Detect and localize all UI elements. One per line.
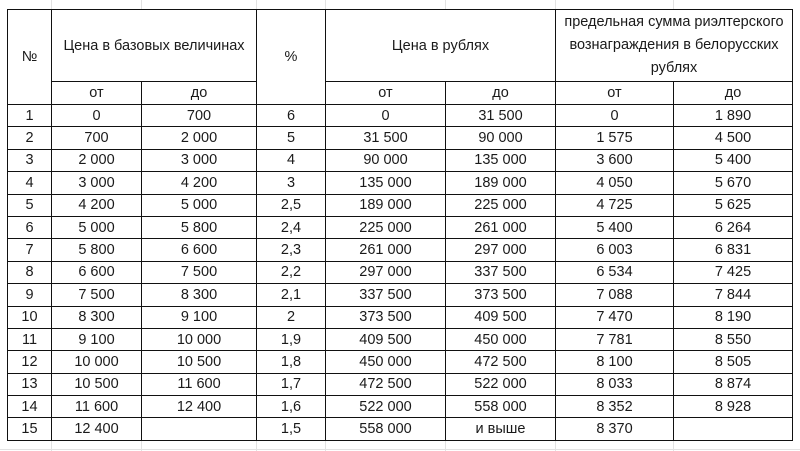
cell-fee-from: 0 (556, 105, 674, 127)
table-row (8, 127, 793, 149)
table-row (8, 261, 793, 283)
cell-rub-from: 558 000 (326, 418, 446, 440)
cell-rub-from: 0 (326, 105, 446, 127)
cell-rub-from: 189 000 (326, 194, 446, 216)
cell-rub-to: 90 000 (446, 127, 556, 149)
cell-rub-from: 31 500 (326, 127, 446, 149)
table-row (8, 172, 793, 194)
cell-rub-from: 337 500 (326, 284, 446, 306)
cell-rub-to: 261 000 (446, 216, 556, 238)
cell-base-from: 8 300 (52, 306, 142, 328)
cell-fee-from: 6 003 (556, 239, 674, 261)
cell-fee-from: 4 725 (556, 194, 674, 216)
cell-base-to: 10 500 (142, 351, 257, 373)
cell-rub-to: 297 000 (446, 239, 556, 261)
cell-base-to: 10 000 (142, 328, 257, 350)
cell-number: 5 (8, 194, 52, 216)
table-row (8, 149, 793, 171)
header-base-units: Цена в базовых величинах (52, 10, 257, 82)
cell-number: 8 (8, 261, 52, 283)
cell-rub-from: 472 500 (326, 373, 446, 395)
cell-fee-to: 7 425 (674, 261, 793, 283)
table-row (8, 194, 793, 216)
cell-rub-to: 472 500 (446, 351, 556, 373)
table-row (8, 306, 793, 328)
cell-base-from: 5 800 (52, 239, 142, 261)
cell-fee-to: 8 550 (674, 328, 793, 350)
header-max-fee: предельная сумма риэлтерского вознаграждения в белорусских рублях (556, 10, 793, 82)
cell-fee-from: 8 370 (556, 418, 674, 440)
subheader-base-to: до (142, 82, 257, 105)
cell-number: 9 (8, 284, 52, 306)
header-percent: % (257, 10, 326, 105)
cell-number: 13 (8, 373, 52, 395)
cell-percent: 4 (257, 149, 326, 171)
cell-rub-to: 450 000 (446, 328, 556, 350)
cell-fee-to: 8 928 (674, 396, 793, 418)
cell-fee-from: 8 352 (556, 396, 674, 418)
table-row (8, 328, 793, 350)
cell-base-to: 8 300 (142, 284, 257, 306)
cell-base-to: 3 000 (142, 149, 257, 171)
cell-base-to: 12 400 (142, 396, 257, 418)
cell-number: 6 (8, 216, 52, 238)
cell-rub-to: 135 000 (446, 149, 556, 171)
cell-fee-from: 4 050 (556, 172, 674, 194)
cell-number: 7 (8, 239, 52, 261)
cell-fee-to: 1 890 (674, 105, 793, 127)
subheader-fee-from: от (556, 82, 674, 105)
cell-base-from: 700 (52, 127, 142, 149)
header-price-rub: Цена в рублях (326, 10, 556, 82)
cell-base-to: 7 500 (142, 261, 257, 283)
cell-percent: 5 (257, 127, 326, 149)
cell-base-from: 12 400 (52, 418, 142, 440)
cell-percent: 3 (257, 172, 326, 194)
cell-rub-from: 522 000 (326, 396, 446, 418)
cell-number: 14 (8, 396, 52, 418)
cell-rub-from: 90 000 (326, 149, 446, 171)
cell-number: 15 (8, 418, 52, 440)
cell-rub-from: 225 000 (326, 216, 446, 238)
cell-number: 4 (8, 172, 52, 194)
cell-fee-from: 8 033 (556, 373, 674, 395)
cell-fee-to: 4 500 (674, 127, 793, 149)
table-row (8, 105, 793, 127)
cell-number: 3 (8, 149, 52, 171)
table-row (8, 396, 793, 418)
cell-percent: 2,3 (257, 239, 326, 261)
cell-rub-to: 337 500 (446, 261, 556, 283)
cell-base-from: 3 000 (52, 172, 142, 194)
cell-fee-to: 6 831 (674, 239, 793, 261)
cell-percent: 2,4 (257, 216, 326, 238)
cell-number: 12 (8, 351, 52, 373)
cell-percent: 2 (257, 306, 326, 328)
cell-fee-to: 8 505 (674, 351, 793, 373)
cell-rub-to: 558 000 (446, 396, 556, 418)
cell-fee-from: 7 781 (556, 328, 674, 350)
cell-fee-from: 3 600 (556, 149, 674, 171)
table-body (8, 105, 793, 441)
cell-percent: 1,9 (257, 328, 326, 350)
cell-rub-to: 522 000 (446, 373, 556, 395)
cell-rub-to: 409 500 (446, 306, 556, 328)
cell-fee-to: 5 670 (674, 172, 793, 194)
header-row (8, 10, 793, 82)
cell-percent: 1,8 (257, 351, 326, 373)
cell-number: 1 (8, 105, 52, 127)
cell-base-from: 9 100 (52, 328, 142, 350)
cell-base-to: 5 800 (142, 216, 257, 238)
cell-rub-from: 450 000 (326, 351, 446, 373)
cell-base-to: 6 600 (142, 239, 257, 261)
table-row (8, 351, 793, 373)
cell-fee-from: 7 470 (556, 306, 674, 328)
cell-fee-from: 5 400 (556, 216, 674, 238)
cell-percent: 1,5 (257, 418, 326, 440)
cell-fee-from: 1 575 (556, 127, 674, 149)
cell-rub-from: 409 500 (326, 328, 446, 350)
cell-base-to: 2 000 (142, 127, 257, 149)
cell-rub-to: и выше (446, 418, 556, 440)
cell-percent: 6 (257, 105, 326, 127)
cell-percent: 2,2 (257, 261, 326, 283)
cell-rub-to: 31 500 (446, 105, 556, 127)
cell-base-to: 5 000 (142, 194, 257, 216)
cell-number: 2 (8, 127, 52, 149)
cell-base-from: 10 000 (52, 351, 142, 373)
cell-percent: 2,1 (257, 284, 326, 306)
cell-base-to: 9 100 (142, 306, 257, 328)
cell-fee-to: 8 874 (674, 373, 793, 395)
cell-base-to: 4 200 (142, 172, 257, 194)
cell-number: 11 (8, 328, 52, 350)
subheader-rub-to: до (446, 82, 556, 105)
cell-percent: 1,7 (257, 373, 326, 395)
cell-fee-to: 7 844 (674, 284, 793, 306)
cell-base-to (142, 418, 257, 440)
cell-number: 10 (8, 306, 52, 328)
cell-base-to: 700 (142, 105, 257, 127)
cell-fee-from: 6 534 (556, 261, 674, 283)
cell-rub-from: 261 000 (326, 239, 446, 261)
cell-percent: 2,5 (257, 194, 326, 216)
cell-fee-to: 6 264 (674, 216, 793, 238)
table-row (8, 216, 793, 238)
table-row (8, 418, 793, 440)
subheader-base-from: от (52, 82, 142, 105)
cell-base-from: 4 200 (52, 194, 142, 216)
table-row (8, 239, 793, 261)
cell-base-from: 11 600 (52, 396, 142, 418)
cell-rub-to: 225 000 (446, 194, 556, 216)
cell-rub-from: 135 000 (326, 172, 446, 194)
cell-fee-to: 5 625 (674, 194, 793, 216)
cell-base-from: 7 500 (52, 284, 142, 306)
subheader-rub-from: от (326, 82, 446, 105)
cell-base-from: 10 500 (52, 373, 142, 395)
subheader-row (8, 82, 793, 105)
cell-fee-to (674, 418, 793, 440)
cell-fee-from: 7 088 (556, 284, 674, 306)
cell-rub-to: 373 500 (446, 284, 556, 306)
cell-base-from: 5 000 (52, 216, 142, 238)
cell-base-from: 6 600 (52, 261, 142, 283)
table-row (8, 373, 793, 395)
cell-rub-from: 297 000 (326, 261, 446, 283)
cell-fee-from: 8 100 (556, 351, 674, 373)
realtor-fee-table (7, 9, 793, 441)
cell-base-from: 2 000 (52, 149, 142, 171)
subheader-fee-to: до (674, 82, 793, 105)
cell-base-from: 0 (52, 105, 142, 127)
cell-base-to: 11 600 (142, 373, 257, 395)
cell-fee-to: 8 190 (674, 306, 793, 328)
table-row (8, 284, 793, 306)
cell-rub-to: 189 000 (446, 172, 556, 194)
header-number: № (8, 10, 52, 105)
cell-percent: 1,6 (257, 396, 326, 418)
cell-fee-to: 5 400 (674, 149, 793, 171)
cell-rub-from: 373 500 (326, 306, 446, 328)
